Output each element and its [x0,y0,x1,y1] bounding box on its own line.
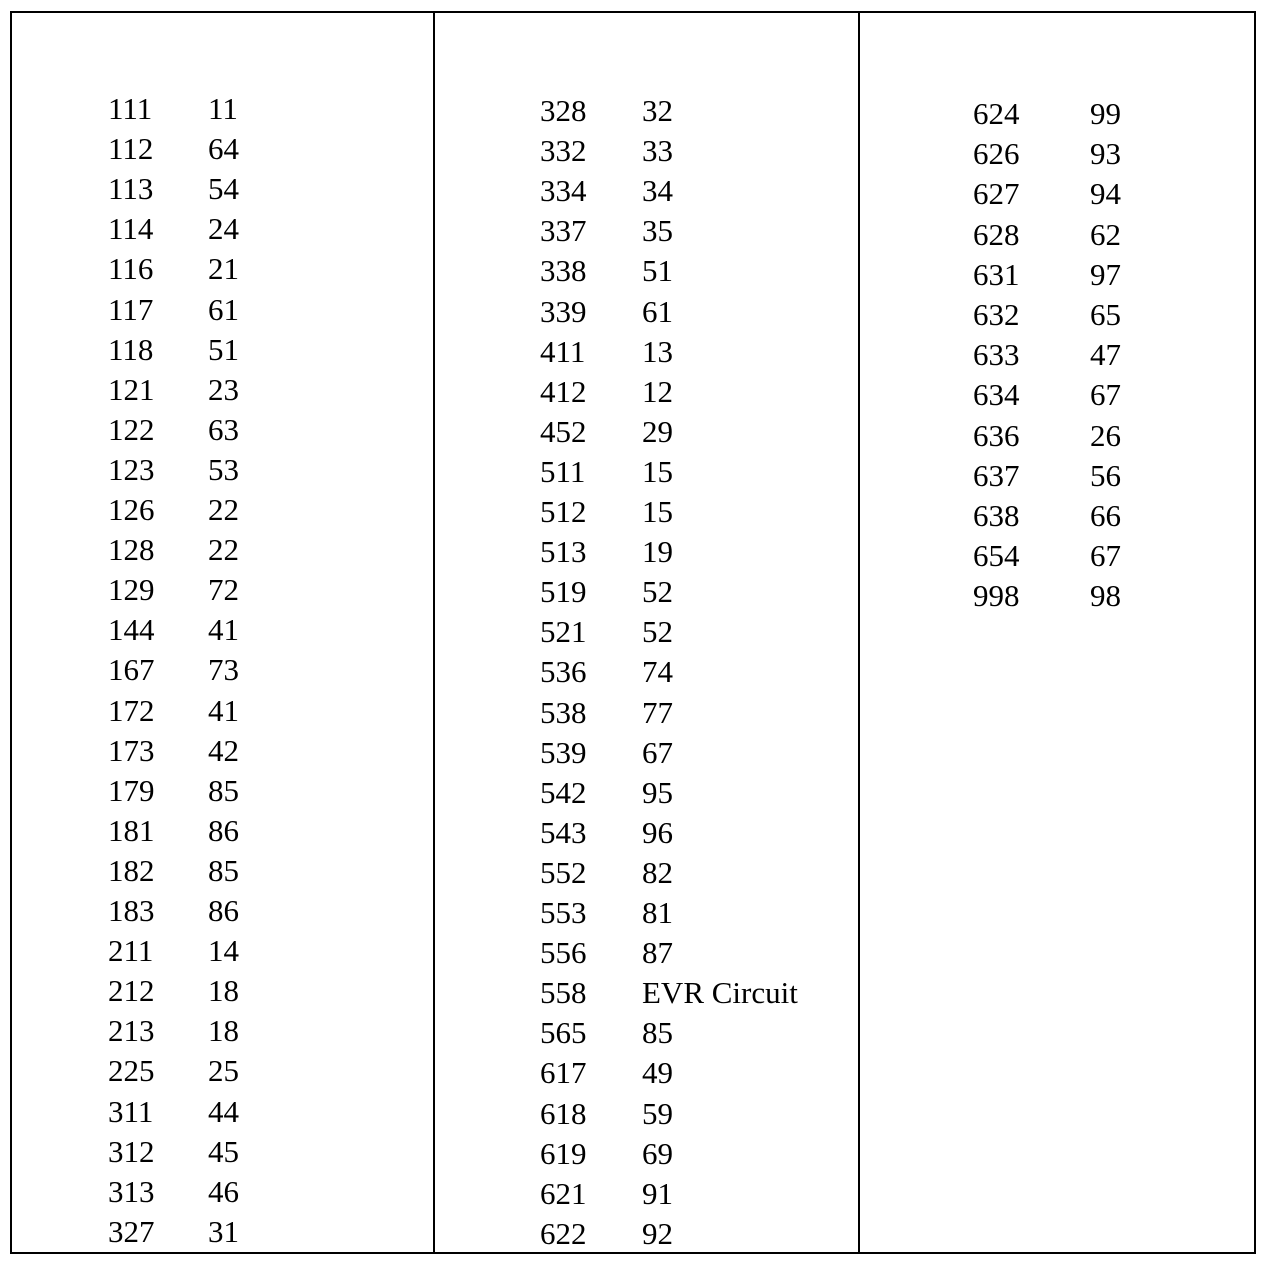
code-cell: 638 [973,498,1020,533]
value-cell: 72 [208,572,239,608]
code-cell: 116 [108,251,154,287]
value-cell: 19 [642,534,673,570]
value-cell: 31 [208,1213,239,1249]
value-cell: 35 [642,213,673,249]
code-cell: 654 [973,538,1020,574]
code-cell: 334 [540,173,587,209]
value-cell: 22 [208,532,239,568]
code-cell: 519 [540,574,587,610]
value-cell: 15 [642,494,673,529]
code-cell: 179 [108,772,155,808]
value-cell: 95 [642,774,673,810]
value-cell: 52 [642,614,673,650]
code-cell: 118 [108,331,154,367]
code-cell: 538 [540,694,587,730]
code-cell: 627 [973,176,1020,212]
value-cell: 77 [642,694,673,730]
code-cell: 112 [108,131,154,167]
value-cell: 25 [208,1053,239,1089]
code-cell: 619 [540,1135,587,1171]
value-cell: 18 [208,1013,239,1049]
value-cell: 92 [642,1215,673,1251]
code-cell: 628 [973,216,1020,252]
value-cell: 51 [208,331,239,367]
code-cell: 998 [973,578,1020,614]
value-cell: 59 [642,1095,673,1131]
value-cell: 73 [208,652,239,688]
code-cell: 126 [108,492,155,527]
value-cell: 87 [642,935,673,971]
code-cell: 543 [540,814,587,850]
code-cell: 617 [540,1055,587,1091]
code-cell: 173 [108,732,155,768]
code-cell: 632 [973,297,1020,332]
value-cell: 61 [642,293,673,329]
code-cell: 621 [540,1175,587,1211]
value-cell: 85 [642,1015,673,1051]
table-frame [10,11,1256,1254]
value-cell: 91 [642,1175,673,1211]
code-cell: 452 [540,413,587,449]
code-cell: 225 [108,1053,155,1089]
value-cell: 98 [1090,578,1121,614]
code-cell: 337 [540,213,587,249]
value-cell: 67 [1090,538,1121,574]
value-cell: 32 [642,93,673,128]
value-cell: 54 [208,171,239,207]
code-cell: 313 [108,1173,155,1209]
code-cell: 542 [540,774,587,810]
code-cell: 212 [108,973,155,1009]
value-cell: 41 [208,612,239,648]
value-cell: 63 [208,411,239,447]
value-cell: 42 [208,732,239,768]
column-divider-1 [433,11,435,1254]
code-cell: 637 [973,457,1020,493]
value-cell: 67 [1090,377,1121,413]
value-cell: 12 [642,373,673,409]
value-cell: 69 [642,1135,673,1171]
value-cell: 56 [1090,457,1121,493]
value-cell: 61 [208,291,239,327]
value-cell: 22 [208,492,239,527]
code-cell: 552 [540,854,587,890]
value-cell: 94 [1090,176,1121,212]
code-cell: 624 [973,96,1020,131]
value-cell: 46 [208,1173,239,1209]
value-cell: 66 [1090,498,1121,533]
value-cell: EVR Circuit [642,975,798,1011]
value-cell: 51 [642,253,673,289]
value-cell: 86 [208,893,239,928]
value-cell: 85 [208,852,239,888]
code-cell: 122 [108,411,155,447]
value-cell: 82 [642,854,673,890]
value-cell: 34 [642,173,673,209]
code-cell: 626 [973,136,1020,172]
value-cell: 74 [642,654,673,690]
value-cell: 47 [1090,337,1121,373]
code-cell: 113 [108,171,154,207]
value-cell: 85 [208,772,239,808]
code-cell: 618 [540,1095,587,1131]
code-cell: 332 [540,133,587,169]
code-cell: 634 [973,377,1020,413]
code-cell: 182 [108,852,155,888]
code-cell: 512 [540,494,587,529]
value-cell: 65 [1090,297,1121,332]
value-cell: 99 [1090,96,1121,131]
code-cell: 558 [540,975,587,1011]
code-cell: 633 [973,337,1020,373]
code-cell: 338 [540,253,587,289]
code-cell: 412 [540,373,587,409]
value-cell: 33 [642,133,673,169]
value-cell: 62 [1090,216,1121,252]
value-cell: 13 [642,333,673,369]
value-cell: 14 [208,933,239,969]
code-cell: 311 [108,1093,154,1129]
value-cell: 18 [208,973,239,1009]
code-cell: 117 [108,291,154,327]
value-cell: 86 [208,812,239,848]
value-cell: 97 [1090,256,1121,292]
value-cell: 49 [642,1055,673,1091]
value-cell: 96 [642,814,673,850]
code-cell: 511 [540,453,586,489]
value-cell: 45 [208,1133,239,1169]
value-cell: 93 [1090,136,1121,172]
code-cell: 114 [108,211,154,247]
value-cell: 52 [642,574,673,610]
code-cell: 144 [108,612,155,648]
code-cell: 167 [108,652,155,688]
code-cell: 521 [540,614,587,650]
value-cell: 41 [208,692,239,728]
code-cell: 622 [540,1215,587,1251]
value-cell: 53 [208,451,239,487]
code-cell: 181 [108,812,155,848]
column-divider-2 [858,11,860,1254]
code-cell: 211 [108,933,154,969]
code-cell: 121 [108,371,155,407]
value-cell: 29 [642,413,673,449]
value-cell: 26 [1090,417,1121,453]
code-cell: 172 [108,692,155,728]
value-cell: 21 [208,251,239,287]
code-cell: 636 [973,417,1020,453]
code-cell: 328 [540,93,587,128]
code-cell: 128 [108,532,155,568]
code-cell: 123 [108,451,155,487]
code-cell: 327 [108,1213,155,1249]
code-cell: 129 [108,572,155,608]
code-cell: 553 [540,895,587,930]
code-cell: 513 [540,534,587,570]
value-cell: 24 [208,211,239,247]
code-cell: 539 [540,734,587,770]
code-cell: 312 [108,1133,155,1169]
value-cell: 11 [208,91,238,126]
code-cell: 411 [540,333,586,369]
code-cell: 565 [540,1015,587,1051]
value-cell: 64 [208,131,239,167]
code-cell: 556 [540,935,587,971]
code-cell: 536 [540,654,587,690]
code-cell: 213 [108,1013,155,1049]
value-cell: 15 [642,453,673,489]
value-cell: 81 [642,895,673,930]
value-cell: 23 [208,371,239,407]
code-cell: 183 [108,893,155,928]
value-cell: 67 [642,734,673,770]
code-cell: 111 [108,91,153,126]
code-cell: 339 [540,293,587,329]
code-cell: 631 [973,256,1020,292]
value-cell: 44 [208,1093,239,1129]
